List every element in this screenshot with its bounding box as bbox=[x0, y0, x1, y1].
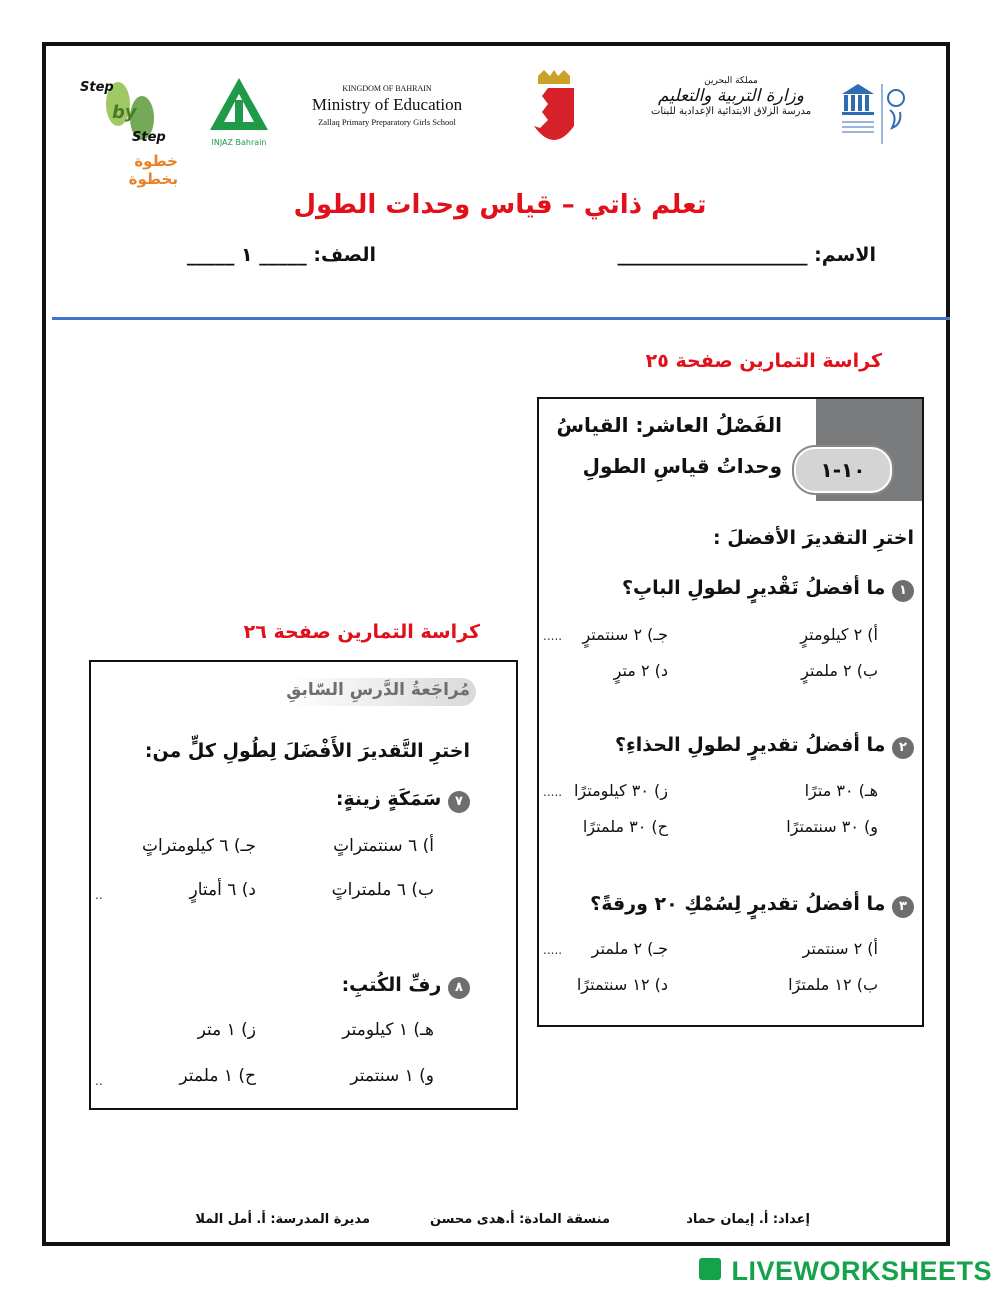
moe-kingdom: KINGDOM OF BAHRAIN bbox=[342, 84, 432, 93]
bahrain-emblem bbox=[528, 70, 580, 156]
q8-option-h[interactable]: ح) ١ ملمتر bbox=[179, 1066, 256, 1086]
injaz-triangle-icon bbox=[208, 76, 270, 134]
liveworksheets-watermark: LIVEWORKSHEETS bbox=[731, 1256, 992, 1286]
q8-row bbox=[342, 974, 470, 999]
injaz-logo bbox=[208, 76, 270, 146]
q7-option-a[interactable]: أ) ٦ سنتمتراتٍ bbox=[333, 836, 434, 856]
step-by-step-logo bbox=[78, 66, 178, 188]
q3-row bbox=[590, 893, 914, 918]
q8-option-w[interactable]: و) ١ سنتمتر bbox=[350, 1066, 434, 1086]
step-top-text: Step bbox=[80, 80, 114, 95]
q2-option-z[interactable]: ز) ٣٠ كيلومترًا bbox=[573, 781, 668, 800]
name-row bbox=[560, 244, 876, 266]
name-blank[interactable]: ____________________ bbox=[617, 244, 808, 266]
ar-school: مدرسة الزلاق الابتدائية الإعدادية للبنات bbox=[650, 106, 812, 117]
q1-text: ما أفضلُ تَقْديرٍ لطولِ البابِ؟ bbox=[621, 577, 886, 599]
q2-option-w[interactable]: و) ٣٠ سنتمترًا bbox=[786, 817, 878, 836]
chapter-title: الفَصْلُ العاشر: القياسُ bbox=[556, 413, 782, 437]
page-title: تعلم ذاتي – قياس وحدات الطول bbox=[293, 190, 707, 220]
section26-heading: كراسة التمارين صفحة ٢٦ bbox=[243, 621, 480, 643]
header-divider bbox=[52, 317, 950, 320]
moe-logo-text bbox=[292, 84, 482, 127]
q3-option-a[interactable]: أ) ٢ سنتمتر bbox=[802, 939, 878, 958]
q3-option-d[interactable]: د) ١٢ سنتمترًا bbox=[576, 975, 668, 994]
section25-heading: كراسة التمارين صفحة ٢٥ bbox=[645, 350, 882, 372]
class-row bbox=[160, 244, 376, 266]
q3-option-c[interactable]: جـ) ٢ ملمتر bbox=[591, 939, 668, 958]
q7-option-c[interactable]: جـ) ٦ كيلومتراتٍ bbox=[141, 836, 256, 856]
q2-option-h[interactable]: ح) ٣٠ ملمترًا bbox=[582, 817, 668, 836]
unesco-icon bbox=[836, 80, 912, 150]
q2-row bbox=[615, 734, 914, 759]
q8-text: رفِّ الكُتبِ: bbox=[341, 974, 442, 996]
review-label: مُراجَعةُ الدَّرسِ السّابقِ bbox=[286, 680, 470, 700]
q7-number: ٧ bbox=[448, 791, 470, 813]
lesson-number-badge bbox=[794, 447, 892, 493]
q8-option-he[interactable]: هـ) ١ كيلومتر bbox=[342, 1020, 434, 1040]
footer-coordinator: منسقة المادة: أ.هدى محسن bbox=[429, 1212, 610, 1227]
q3-text: ما أفضلُ تقديرٍ لِسُمْكِ ٢٠ ورقةً؟ bbox=[590, 893, 886, 915]
step-arabic-text: خطوة بخطوة bbox=[128, 152, 178, 188]
q8-dots: .. bbox=[95, 1074, 103, 1088]
liveworksheets-logo-icon bbox=[699, 1258, 721, 1280]
q7-text: سَمَكَةٍ زينةٍ: bbox=[335, 788, 442, 810]
q1-dots: ..... bbox=[543, 629, 563, 643]
class-label: الصف: bbox=[313, 244, 376, 266]
q2-option-he[interactable]: هـ) ٣٠ مترًا bbox=[804, 781, 878, 800]
q3-number: ٣ bbox=[892, 896, 914, 918]
section26-box bbox=[89, 660, 518, 1110]
q7-row bbox=[336, 788, 470, 813]
injaz-text: INJAZ Bahrain bbox=[211, 138, 267, 147]
unesco-logo bbox=[836, 80, 912, 150]
q2-dots: ..... bbox=[543, 785, 563, 799]
q3-option-b[interactable]: ب) ١٢ ملمترًا bbox=[788, 975, 878, 994]
q8-option-z[interactable]: ز) ١ متر bbox=[197, 1020, 256, 1040]
step-bottom-text: Step bbox=[132, 130, 166, 145]
class-blank[interactable]: _____ ١ _____ bbox=[186, 244, 307, 266]
lesson-title: وحداتُ قياسِ الطولِ bbox=[582, 454, 782, 478]
q1-option-c[interactable]: جـ) ٢ سنتمترٍ bbox=[582, 625, 668, 644]
q1-option-d[interactable]: د) ٢ مترٍ bbox=[613, 661, 668, 680]
section26-instruction: اخترِ التَّقديرَ الأَفْضَلَ لِطُولِ كلٍّ من: bbox=[144, 740, 470, 762]
q1-row bbox=[622, 577, 914, 602]
footer-prepared: إعداد: أ. إيمان حماد bbox=[686, 1212, 810, 1227]
q7-option-b[interactable]: ب) ٦ ملمتراتٍ bbox=[331, 880, 434, 900]
q3-dots: ..... bbox=[543, 943, 563, 957]
section25-box bbox=[537, 397, 924, 1027]
name-label: الاسم: bbox=[814, 244, 876, 266]
arabic-ministry-logo bbox=[636, 76, 826, 117]
q7-option-d[interactable]: د) ٦ أمتارٍ bbox=[189, 880, 256, 900]
section25-instruction: اخترِ التقديرَ الأفضلَ : bbox=[712, 527, 914, 549]
q1-option-a[interactable]: أ) ٢ كيلومترٍ bbox=[800, 625, 878, 644]
ar-kingdom: مملكة البحرين bbox=[704, 76, 758, 86]
q8-number: ٨ bbox=[448, 977, 470, 999]
q2-text: ما أفضلُ تقديرٍ لطولِ الحذاءِ؟ bbox=[615, 734, 886, 756]
ar-ministry: وزارة التربية والتعليم bbox=[658, 86, 804, 106]
q1-option-b[interactable]: ب) ٢ ملمترٍ bbox=[801, 661, 878, 680]
q2-number: ٢ bbox=[892, 737, 914, 759]
emblem-icon bbox=[528, 70, 580, 156]
q7-dots: .. bbox=[95, 888, 103, 902]
step-mid-text: by bbox=[112, 102, 137, 123]
q1-number: ١ bbox=[892, 580, 914, 602]
lesson-number: ١٠-١ bbox=[820, 458, 866, 482]
moe-school: Zallaq Primary Preparatory Girls School bbox=[318, 117, 456, 127]
moe-ministry: Ministry of Education bbox=[311, 95, 463, 114]
footer-principal: مديرة المدرسة: أ. أمل الملا bbox=[195, 1212, 370, 1227]
